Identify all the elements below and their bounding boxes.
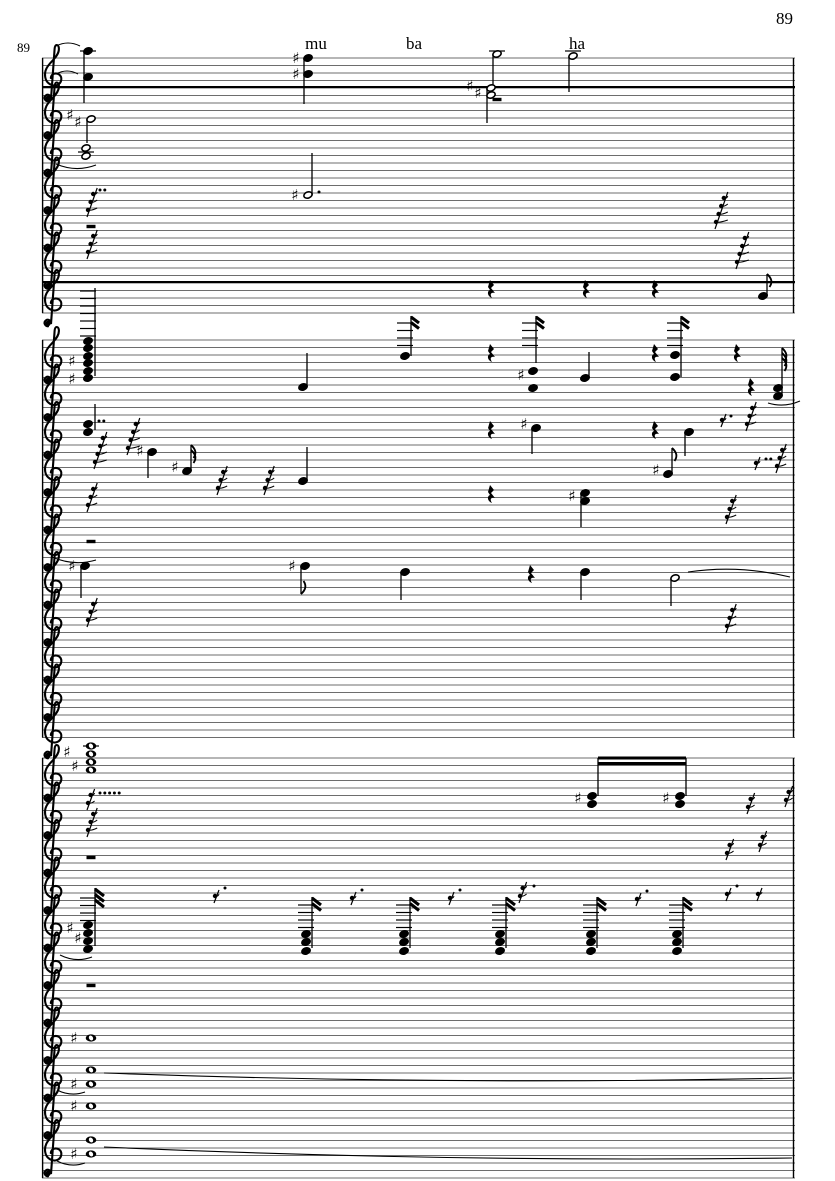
svg-text:♯: ♯	[68, 352, 76, 370]
svg-text:♯: ♯	[66, 106, 74, 124]
svg-text:♯: ♯	[74, 113, 82, 131]
lyric-syllable: mu	[305, 34, 327, 53]
svg-text:♯: ♯	[66, 919, 74, 937]
notation-elements	[52, 43, 800, 1165]
svg-text:♯: ♯	[574, 789, 582, 807]
lyric-syllable: ba	[405, 34, 423, 53]
svg-text:♯: ♯	[291, 186, 299, 204]
svg-text:♯: ♯	[662, 789, 670, 807]
svg-text:♯: ♯	[136, 442, 144, 460]
svg-text:♯: ♯	[68, 370, 76, 388]
svg-text:♯: ♯	[171, 458, 179, 476]
treble-clef-icons	[45, 45, 62, 1176]
svg-text:♯: ♯	[292, 49, 300, 67]
svg-text:♯: ♯	[68, 557, 76, 575]
svg-text:♯: ♯	[520, 415, 528, 433]
svg-text:♯: ♯	[652, 461, 660, 479]
svg-text:♯: ♯	[466, 77, 474, 95]
staff-lines	[42, 58, 795, 1178]
lyric-syllable: ha	[568, 34, 586, 53]
svg-text:♯: ♯	[474, 84, 482, 102]
barlines	[43, 58, 794, 1178]
svg-text:♯: ♯	[70, 1075, 78, 1093]
svg-text:♯: ♯	[63, 743, 71, 761]
svg-text:♯: ♯	[568, 487, 576, 505]
svg-text:♯: ♯	[71, 757, 79, 775]
svg-text:♯: ♯	[70, 1097, 78, 1115]
svg-text:♯: ♯	[74, 929, 82, 947]
svg-text:♯: ♯	[288, 557, 296, 575]
page-number: 89	[776, 9, 793, 28]
svg-text:♯: ♯	[517, 366, 525, 384]
svg-text:♯: ♯	[70, 1029, 78, 1047]
svg-text:♯: ♯	[70, 1145, 78, 1163]
svg-text:♯: ♯	[292, 65, 300, 83]
measure-number: 89	[17, 40, 30, 55]
